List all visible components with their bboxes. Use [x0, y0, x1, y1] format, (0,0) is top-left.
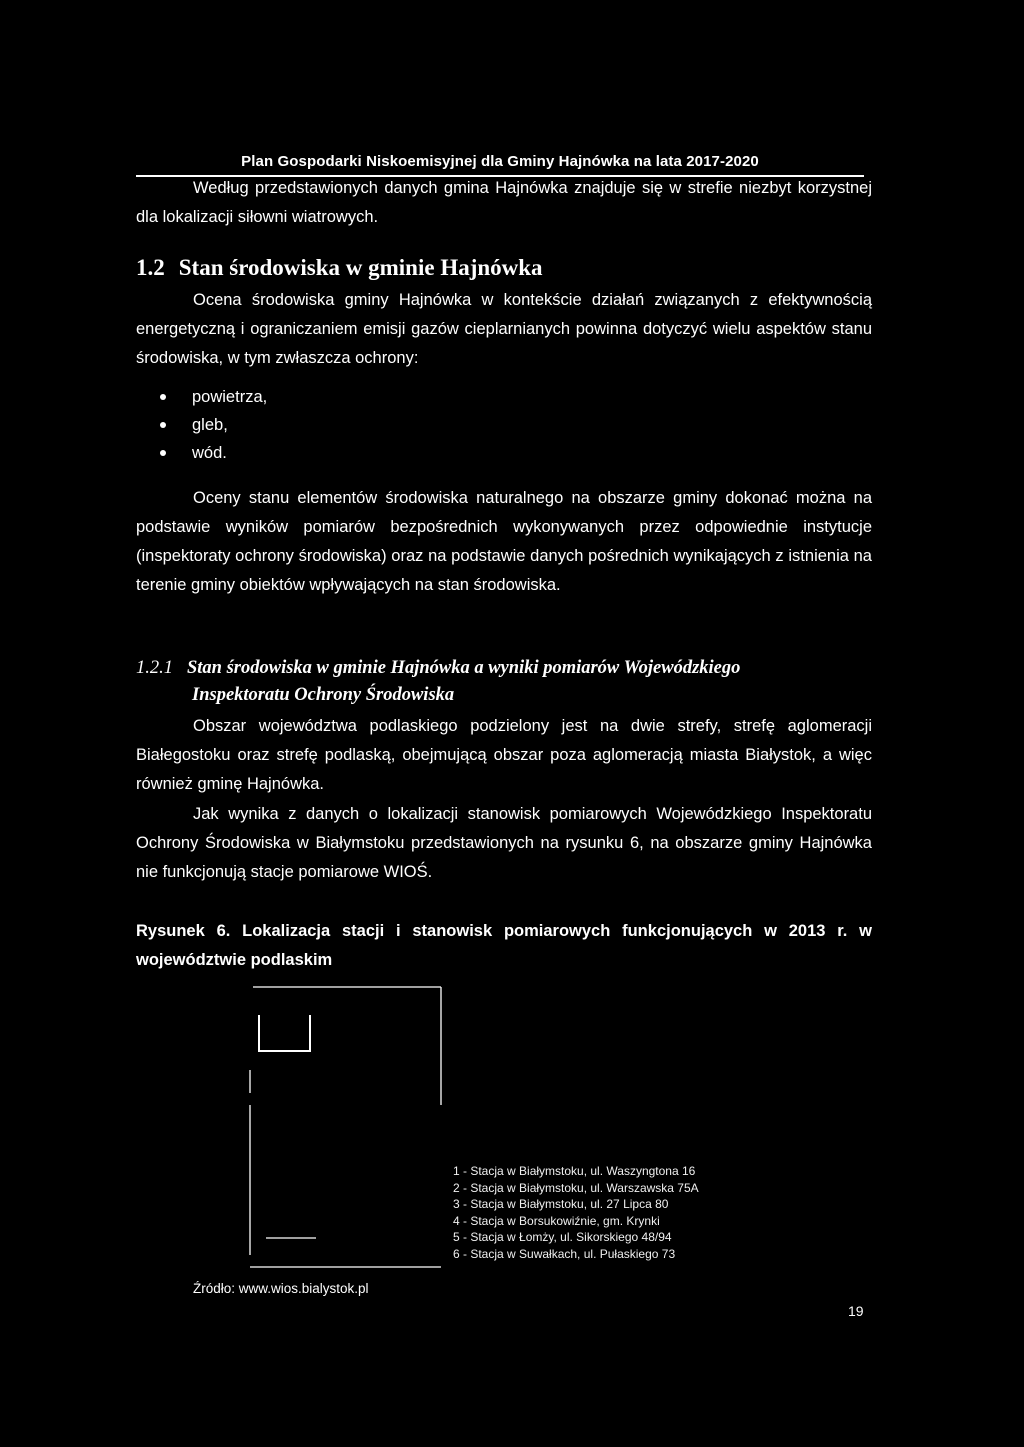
- section-paragraph-2: Oceny stanu elementów środowiska naturalnego na obszarze gminy dokonać można na podstawie wyników pomiarów bezpośrednich wykonywanych przez odpowiednie instytucje (inspektoraty ochrony środowiska) oraz na podstawie danych pośrednich wynikających z istnienia na terenie gminy obiektów wpływających na stan środowiska.: [136, 489, 872, 594]
- intro-paragraph: Według przedstawionych danych gmina Hajnówka znajduje się w strefie niezbyt korzystnej dla lokalizacji siłowni wiatrowych.: [136, 179, 872, 226]
- figure-caption: Rysunek 6. Lokalizacja stacji i stanowisk pomiarowych funkcjonujących w 2013 r. w województwie podlaskim: [136, 922, 872, 969]
- figure-source: Źródło: www.wios.bialystok.pl: [193, 1281, 369, 1296]
- map-legend: [453, 1163, 699, 1262]
- subsection-title-line-1: Stan środowiska w gminie Hajnówka a wyniki pomiarów Wojewódzkiego: [187, 658, 741, 678]
- legend-item: 4 - Stacja w Borsukowiźnie, gm. Krynki: [453, 1213, 660, 1228]
- subsection-title-line-2: Inspektoratu Ochrony Środowiska: [192, 685, 455, 705]
- legend-item: 6 - Stacja w Suwałkach, ul. Pułaskiego 73: [453, 1246, 676, 1261]
- map-outline-graphic: [248, 985, 448, 1269]
- map-inset-box: [259, 1015, 310, 1051]
- protection-list: [160, 383, 267, 467]
- station-map: [248, 985, 448, 1269]
- section-heading: [136, 255, 543, 281]
- section-number: 1.2: [136, 255, 165, 280]
- subsection-number: 1.2.1: [136, 658, 173, 678]
- subsection-paragraph-1: Obszar województwa podlaskiego podzielony jest na dwie strefy, strefę aglomeracji Białegostoku oraz strefę podlaską, obejmującą obszar poza aglomeracją miasta Białystok, a więc również gminę Hajnówka.: [136, 717, 872, 793]
- list-item: powietrza,: [160, 383, 267, 411]
- list-item: gleb,: [160, 411, 267, 439]
- section-title: Stan środowiska w gminie Hajnówka: [178, 255, 543, 280]
- legend-item: 2 - Stacja w Białymstoku, ul. Warszawska 75A: [453, 1180, 699, 1195]
- legend-item: 5 - Stacja w Łomży, ul. Sikorskiego 48/94: [453, 1230, 672, 1244]
- subsection-paragraph-2: Jak wynika z danych o lokalizacji stanowisk pomiarowych Wojewódzkiego Inspektoratu Ochrony Środowiska w Białymstoku przedstawionych na rysunku 6, na obszarze gminy Hajnówka nie funkcjonują stacje pomiarowe WIOŚ.: [136, 805, 872, 881]
- running-header: Plan Gospodarki Niskoemisyjnej dla Gminy Hajnówka na lata 2017-2020: [241, 153, 759, 170]
- page-number: 19: [848, 1303, 864, 1319]
- legend-item: 1 - Stacja w Białymstoku, ul. Waszyngtona 16: [453, 1164, 696, 1178]
- list-item: wód.: [160, 439, 267, 467]
- subsection-heading: [136, 655, 872, 709]
- legend-item: 3 - Stacja w Białymstoku, ul. 27 Lipca 80: [453, 1197, 669, 1211]
- section-paragraph-1: Ocena środowiska gminy Hajnówka w kontekście działań związanych z efektywnością energetyczną i ograniczaniem emisji gazów cieplarnianych powinna dotyczyć wielu aspektów stanu środowiska, w tym zwłaszcza ochrony:: [136, 291, 872, 367]
